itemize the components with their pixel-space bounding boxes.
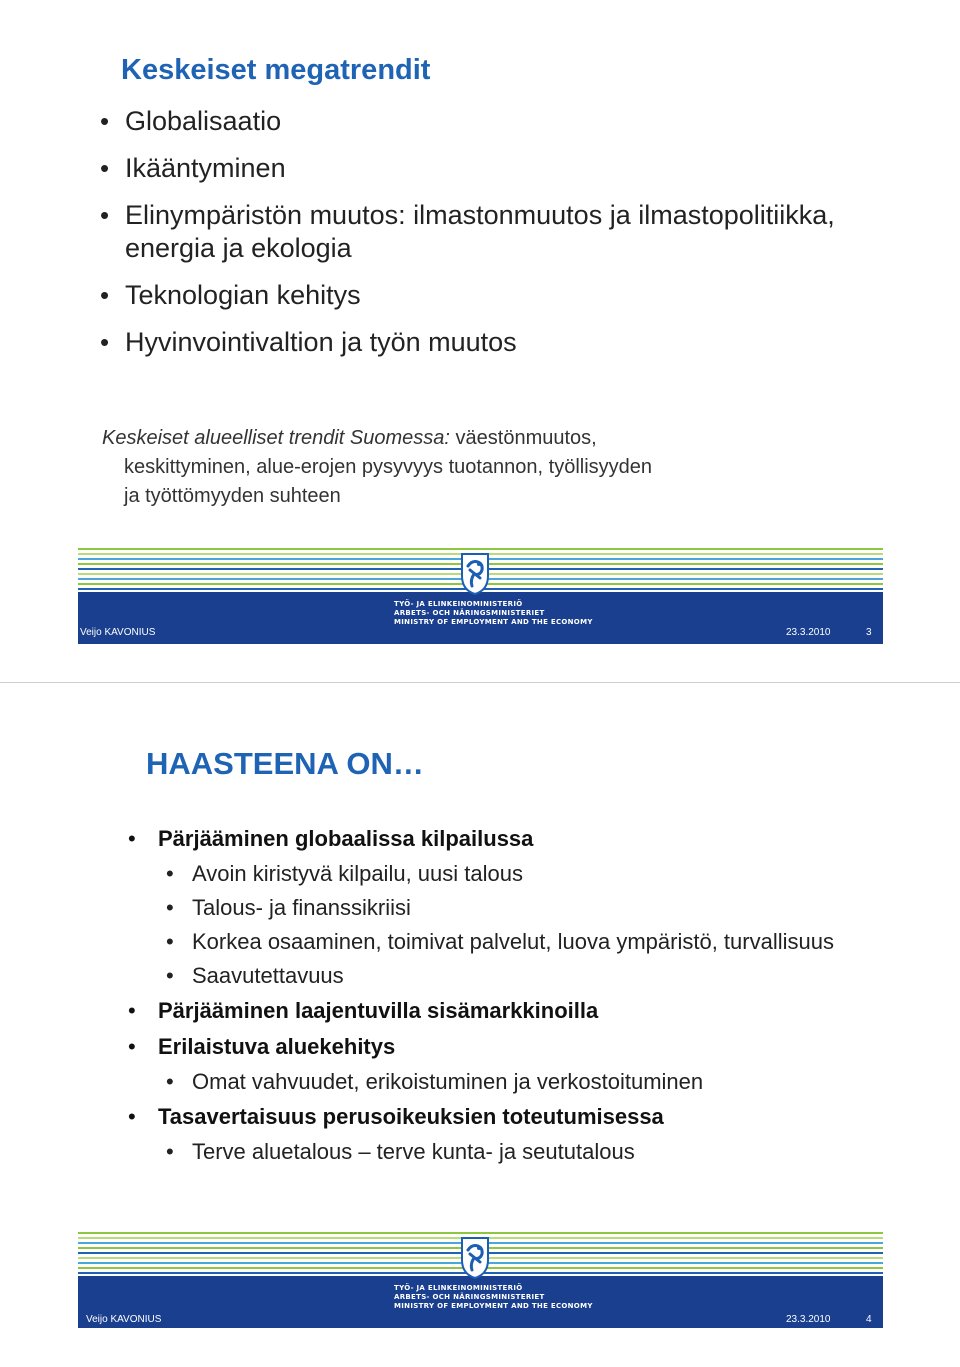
list-item: • Ikääntyminen xyxy=(100,152,860,185)
slide-3 xyxy=(0,0,960,660)
finnish-lion-crest-icon xyxy=(458,1234,492,1280)
footer xyxy=(78,548,883,644)
list-item: • Tasavertaisuus perusoikeuksien toteutumisessa xyxy=(128,1102,888,1132)
ministry-name: TYÖ- JA ELINKEINOMINISTERIÖ ARBETS- OCH NÄRINGSMINISTERIET MINISTRY OF EMPLOYMENT AND THE ECONOMY xyxy=(394,600,593,626)
list-item: • Erilaistuva aluekehitys xyxy=(128,1032,888,1062)
slide-divider xyxy=(0,682,960,683)
regional-trends-text: keskittyminen, alue-erojen pysyvyys tuotannon, työllisyyden xyxy=(124,456,653,478)
list-item: • Pärjääminen laajentuvilla sisämarkkinoilla xyxy=(128,996,888,1026)
list-item: • Teknologian kehitys xyxy=(100,279,860,312)
list-item: • Elinympäristön muutos: ilmastonmuutos ja ilmastopolitiikka, energia ja ekologia xyxy=(100,199,860,265)
list-item: • Hyvinvointivaltion ja työn muutos xyxy=(100,326,860,359)
megatrend-list xyxy=(100,105,860,373)
footer-author: Veijo KAVONIUS xyxy=(86,1314,162,1325)
footer-date: 23.3.2010 xyxy=(786,1314,831,1325)
sub-list-item: • Avoin kiristyvä kilpailu, uusi talous xyxy=(128,859,888,888)
list-item: • Globalisaatio xyxy=(100,105,860,138)
footer-page-number: 4 xyxy=(866,1314,872,1325)
sub-list-item: • Korkea osaaminen, toimivat palvelut, luova ympäristö, turvallisuus xyxy=(128,927,888,956)
regional-trends-lead: Keskeiset alueelliset trendit Suomessa: xyxy=(102,427,450,449)
sub-list-item: • Talous- ja finanssikriisi xyxy=(128,893,888,922)
footer-date: 23.3.2010 xyxy=(786,627,831,638)
slide-4 xyxy=(0,684,960,1367)
footer-page-number: 3 xyxy=(866,627,872,638)
footer xyxy=(78,1232,883,1328)
regional-trends-text: ja työttömyyden suhteen xyxy=(124,485,341,507)
regional-trends xyxy=(102,424,862,511)
regional-trends-text: väestönmuutos, xyxy=(449,427,597,449)
slide-title: Keskeiset megatrendit xyxy=(121,54,431,86)
ministry-name: TYÖ- JA ELINKEINOMINISTERIÖ ARBETS- OCH NÄRINGSMINISTERIET MINISTRY OF EMPLOYMENT AND THE ECONOMY xyxy=(394,1284,593,1310)
footer-author: Veijo KAVONIUS xyxy=(80,627,156,638)
sub-list-item: • Omat vahvuudet, erikoistuminen ja verkostoituminen xyxy=(128,1067,888,1096)
sub-list-item: • Saavutettavuus xyxy=(128,961,888,990)
sub-list-item: • Terve aluetalous – terve kunta- ja seututalous xyxy=(128,1137,888,1166)
list-item: • Pärjääminen globaalissa kilpailussa xyxy=(128,824,888,854)
challenge-list xyxy=(128,818,888,1166)
slide-title: HAASTEENA ON… xyxy=(146,746,424,781)
finnish-lion-crest-icon xyxy=(458,550,492,596)
